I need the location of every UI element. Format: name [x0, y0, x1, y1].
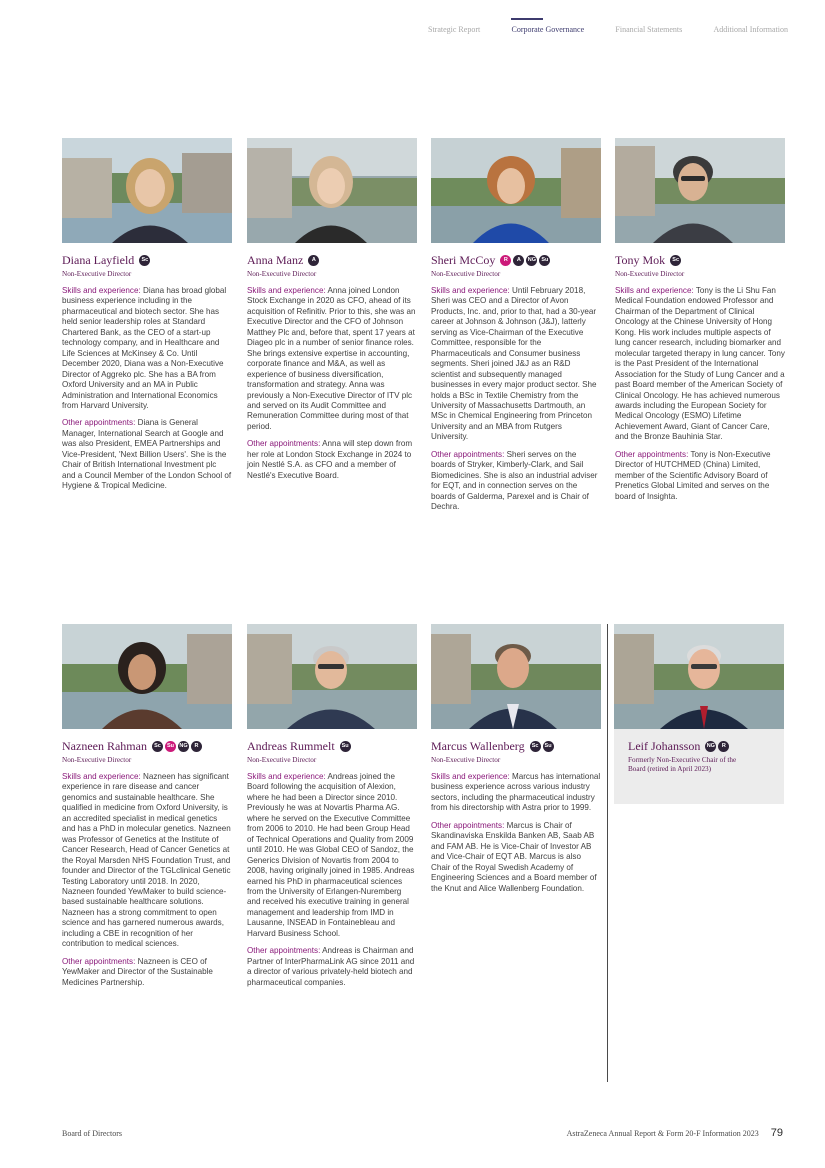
appointments-paragraph: [247, 439, 417, 481]
committee-badge-ng: NG: [526, 255, 537, 266]
director-role: Non-Executive Director: [615, 270, 685, 278]
skills-paragraph: [247, 772, 417, 939]
director-photo: [247, 624, 417, 729]
director-photo: [431, 624, 601, 729]
committee-badge-ng: NG: [705, 741, 716, 752]
director-name: Sheri McCoy: [431, 252, 496, 267]
committee-badge-a: A: [513, 255, 524, 266]
skills-label: Skills and experience:: [615, 286, 694, 295]
director-photo: [62, 138, 232, 243]
appointments-text: Anna will step down from her role at London Stock Exchange in 2024 to join Nestlé S.A. as CFO and a member of Nestlé's Executive Board.: [247, 439, 413, 480]
tab-financial-statements[interactable]: Financial Statements: [615, 25, 683, 34]
skills-paragraph: [431, 286, 601, 443]
director-photo: [247, 138, 417, 243]
committee-badge-ng: NG: [178, 741, 189, 752]
skills-label: Skills and experience:: [247, 772, 326, 781]
skills-text: Tony is the Li Shu Fan Medical Foundation endowed Professor and Chairman of the Department of Clinical Oncology at the Chinese University of Hong Kong. His work includes multiple aspects of lung cancer research, including biomarker and molecular targeted therapy in lung cancer. Tony is the Past President of the International Association for the Study of Lung Cancer and a past Board member of the American Society of Clinical Oncology. He has achieved numerous awards including the European Society for Medical Oncology (ESMO) Lifetime Achievement Award, Giant of Cancer Care, and the Bronze Bauhinia Star.: [615, 286, 785, 442]
director-photo: [62, 624, 232, 729]
committee-badge-su: Su: [165, 741, 176, 752]
committee-badge-sc: Sc: [139, 255, 150, 266]
tab-strategic-report[interactable]: Strategic Report: [428, 25, 481, 34]
committee-badge-r: R: [718, 741, 729, 752]
appointments-text: Nazneen is CEO of YewMaker and Director of the Sustainable Medicines Partnership.: [62, 956, 213, 987]
director-role: Non-Executive Director: [247, 756, 317, 764]
appointments-text: Andreas is Chairman and Partner of InterPharmaLink AG since 2011 and a director of various privately-held biotech and pharmaceutical companies.: [247, 946, 415, 987]
director-name: Anna Manz: [247, 252, 304, 267]
appointments-paragraph: [62, 418, 232, 491]
director-card: [615, 138, 785, 502]
skills-paragraph: [431, 772, 601, 814]
skills-label: Skills and experience:: [431, 286, 510, 295]
skills-paragraph: [247, 286, 417, 432]
committee-badges: [340, 741, 353, 752]
director-role: Non-Executive Director: [431, 756, 501, 764]
director-card: [62, 138, 232, 492]
director-name: Marcus Wallenberg: [431, 738, 525, 753]
skills-text: Nazneen has significant experience in rare disease and cancer genomics and sustainable healthcare. She qualified in medicine from Oxford University, is an accredited specialist in medical genetics and has a PhD in molecular genetics. Nazneen was Professor of Genetics at the Institute of Cancer Research, Head of Cancer Genetics at the Royal Marsden NHS Foundation Trust, and founder and Director of the TGLclinical Genetic Testing Laboratory until 2018. In 2020, Nazneen founded YewMaker to build science-based sustainable healthcare solutions. Nazneen has a strong commitment to open science and has garnered numerous awards, including a CBE in recognition of her contribution to medical sciences.: [62, 772, 231, 949]
skills-paragraph: [62, 772, 232, 950]
skills-label: Skills and experience:: [247, 286, 326, 295]
skills-paragraph: [62, 286, 232, 411]
skills-label: Skills and experience:: [431, 772, 510, 781]
committee-badge-r: R: [500, 255, 511, 266]
page-number: 79: [770, 1127, 783, 1139]
footer-report: [567, 1127, 783, 1139]
appointments-label: Other appointments:: [431, 449, 505, 459]
director-photo: [615, 138, 785, 243]
appointments-paragraph: [247, 946, 417, 988]
skills-text: Until February 2018, Sheri was CEO and a Director of Avon Products, Inc. and, prior to that, had a 30-year career at Johnson & Johnson (J&J), latterly serving as Vice-Chairman of the Executive Committee, responsible for the Pharmaceuticals and Consumer business segments. Sheri joined J&J as an R&D scientist and subsequently managed businesses in every major product sector. She holds a BSc in Textile Chemistry from the University of Massachusetts Dartmouth, an MSc in Chemical Engineering from Princeton University and an MBA from Rutgers University.: [431, 286, 597, 442]
director-role: Non-Executive Director: [62, 756, 132, 764]
appointments-text: Diana is General Manager, International Search at Google and was also President, EMEA Partnerships and Vice-President, 'Next Billion Users'. She is the Chair of British International Investment plc and a Council Member of the London School of Hygiene & Tropical Medicine.: [62, 418, 232, 491]
director-card: [247, 138, 417, 481]
committee-badge-sc: Sc: [530, 741, 541, 752]
committee-badge-su: Su: [340, 741, 351, 752]
director-card: [431, 624, 601, 894]
director-name: Leif Johansson: [628, 738, 701, 753]
skills-paragraph: [615, 286, 785, 443]
appointments-text: Tony is Non-Executive Director of HUTCHMED (China) Limited, member of the Scientific Advisory Board of Prenetics Global Limited and serves on the board of Insighta.: [615, 449, 771, 501]
committee-badges: [308, 255, 321, 266]
skills-text: Diana has broad global business experience including in the pharmaceutical and biotech sector. She has held senior leadership roles at Standard Chartered Bank, as the CEO of a start-up technology company, and in Healthcare and Life Sciences at McKinsey & Co. Until December 2020, Diana was a Non-Executive Director of Aggreko plc. She has a BA from Oxford University and an MA in Public Administration and International Economics from Harvard University.: [62, 286, 227, 410]
skills-label: Skills and experience:: [62, 772, 141, 781]
director-photo: [431, 138, 601, 243]
appointments-label: Other appointments:: [431, 820, 505, 830]
director-name: Tony Mok: [615, 252, 666, 267]
director-name: Nazneen Rahman: [62, 738, 147, 753]
director-card: [247, 624, 417, 988]
footer-report-title: AstraZeneca Annual Report & Form 20-F Information 2023: [566, 1129, 759, 1138]
skills-text: Andreas joined the Board following the acquisition of Alexion, where he had been a Director since 2010. Previously he was at Novartis Pharma AG. where he served on the Executive Committee from 2006 to 2010. He had been Group Head of Technical Operations and Quality from 2009 until 2010. He was Global CEO of Sandoz, the Generics Division of Novartis from 2004 to 2008, having originally joined in 1985. Andreas earned his PhD in pharmaceutical sciences from the University of Erlangen-Nuremberg and received his executive training in general management and leadership from IMD in Lausanne, INSEAD in Fontainebleau and Harvard Business School.: [247, 772, 415, 938]
director-photo: [614, 624, 784, 729]
committee-badge-sc: Sc: [670, 255, 681, 266]
director-card: [431, 138, 601, 513]
committee-badge-r: R: [191, 741, 202, 752]
director-name: Diana Layfield: [62, 252, 135, 267]
committee-badge-a: A: [308, 255, 319, 266]
skills-text: Marcus has international business experience across various industry sectors, including the pharmaceutical industry from his directorship with Astra prior to 1999.: [431, 772, 601, 813]
tab-corporate-governance[interactable]: Corporate Governance: [511, 18, 584, 40]
director-name: Andreas Rummelt: [247, 738, 335, 753]
committee-badges: [139, 255, 152, 266]
committee-badges: [500, 255, 552, 266]
appointments-paragraph: [62, 957, 232, 988]
footer-section-title: Board of Directors: [62, 1129, 122, 1138]
committee-badges: [705, 741, 731, 752]
committee-badge-sc: Sc: [152, 741, 163, 752]
director-role: Non-Executive Director: [247, 270, 317, 278]
skills-label: Skills and experience:: [62, 286, 141, 295]
skills-text: Anna joined London Stock Exchange in 2020 as CFO, ahead of its acquisition of Refinitiv. Prior to this, she was an Executive Director and the CFO of Johnson Matthey Plc and, before that, spent 17 years at Diageo plc in a number of senior finance roles. She brings extensive expertise in accounting, corporate finance and M&A, as well as experience of business diversification, transformation and strategy. Anna was previously a Non-Executive Director of ITV plc and served on its Audit Committee and Remuneration Committee during most of that period.: [247, 286, 416, 431]
column-divider: [607, 624, 608, 1082]
director-card: [62, 624, 232, 988]
tab-additional-information[interactable]: Additional Information: [713, 25, 788, 34]
committee-badges: [152, 741, 204, 752]
appointments-text: Sheri serves on the boards of Stryker, Kimberly-Clark, and Sail Biomedicines. She is also an industrial adviser for EQT, and in connection serves on the boards of Galderma, Parexel and is Chair of Dechra.: [431, 449, 598, 512]
committee-badge-su: Su: [543, 741, 554, 752]
appointments-label: Other appointments:: [247, 439, 321, 449]
appointments-label: Other appointments:: [615, 449, 689, 459]
committee-badges: [530, 741, 556, 752]
appointments-paragraph: [431, 450, 601, 513]
appointments-label: Other appointments:: [62, 956, 136, 966]
director-card: [614, 624, 784, 774]
appointments-label: Other appointments:: [247, 946, 321, 956]
section-nav: [428, 18, 788, 40]
director-role: Non-Executive Director: [431, 270, 501, 278]
appointments-text: Marcus is Chair of Skandinaviska Enskilda Banken AB, Saab AB and FAM AB. He is Vice-Chair of Investor AB and Vice-Chair of EQT AB. Marcus is also Chair of the Royal Swedish Academy of Engineering Sciences and a Board member of the Knut and Alice Wallenberg Foundation.: [431, 820, 597, 893]
committee-badges: [670, 255, 683, 266]
appointments-paragraph: [431, 821, 601, 894]
committee-badge-su: Su: [539, 255, 550, 266]
director-role: Formerly Non-Executive Chair of the Board (retired in April 2023): [628, 756, 737, 773]
appointments-label: Other appointments:: [62, 418, 136, 428]
appointments-paragraph: [615, 450, 785, 502]
director-role: Non-Executive Director: [62, 270, 132, 278]
